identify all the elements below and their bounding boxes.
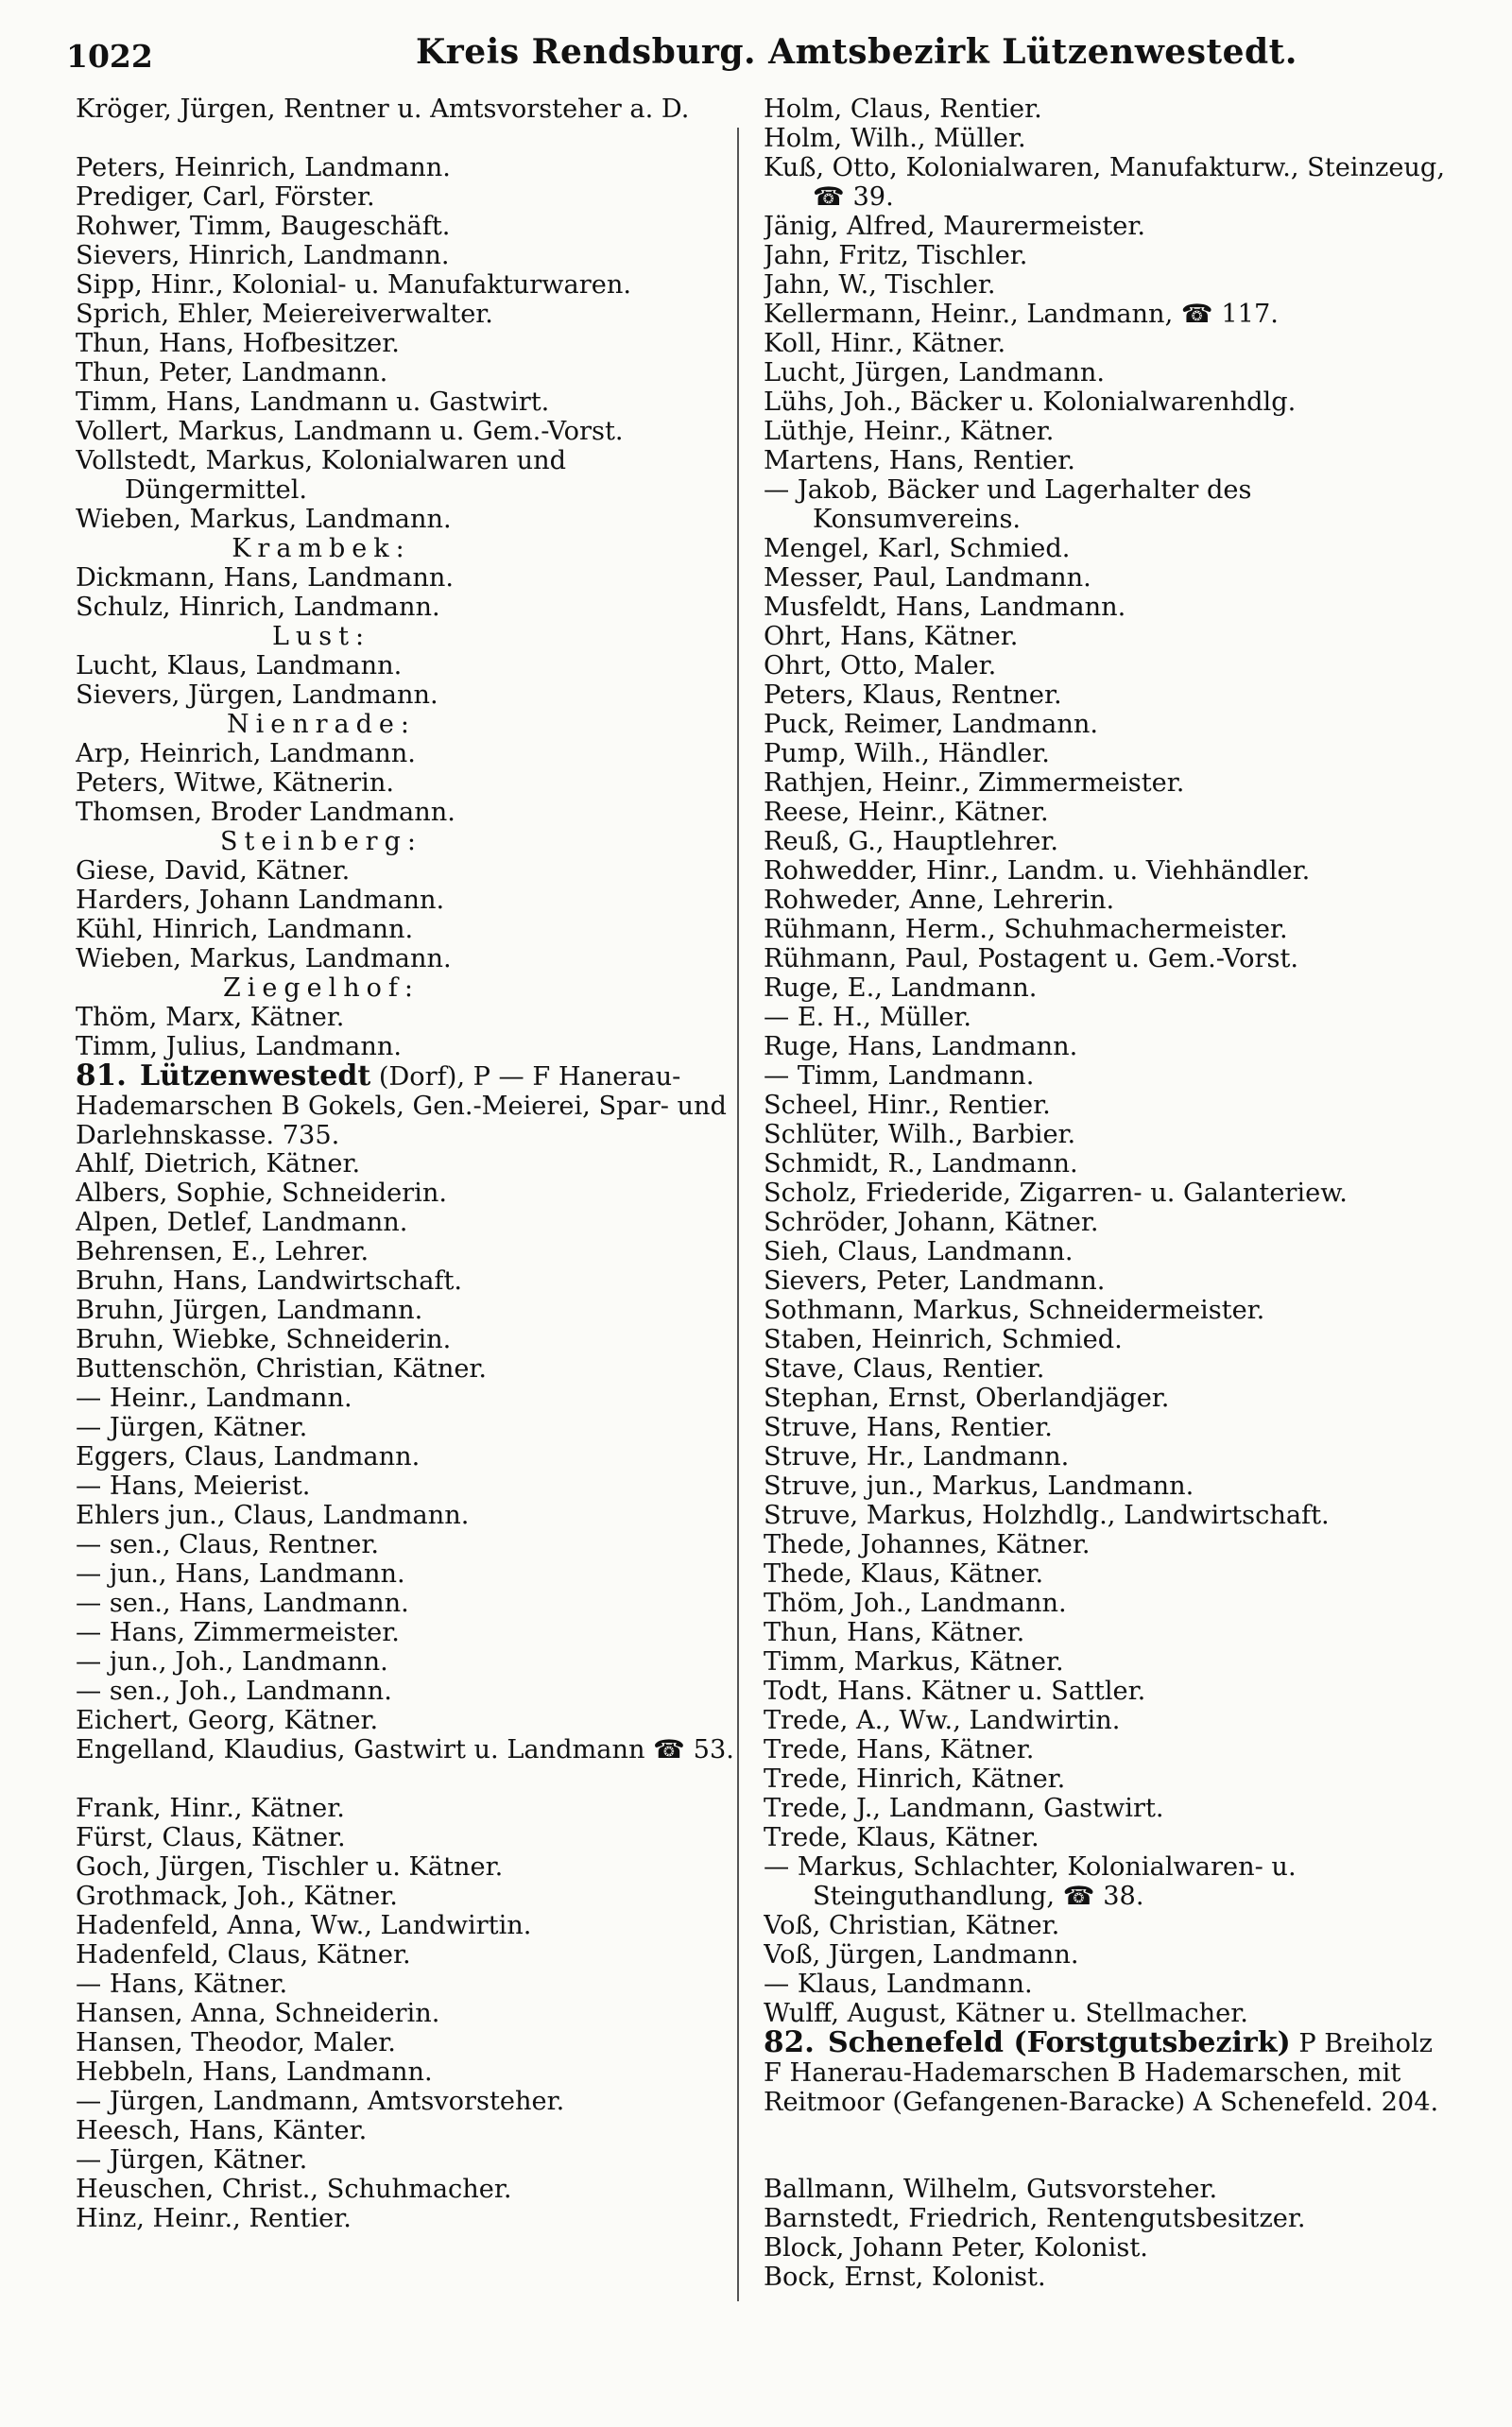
resident-entry: Schulz, Hinrich, Landmann.: [76, 593, 440, 622]
resident-entry: Mengel, Karl, Schmied.: [764, 534, 1071, 563]
resident-entry: — Jürgen, Landmann, Amtsvorsteher.: [76, 2087, 565, 2116]
resident-entry: Albers, Sophie, Schneiderin.: [76, 1179, 448, 1208]
resident-entry: Ehlers jun., Claus, Landmann.: [76, 1501, 470, 1530]
resident-entry: Bruhn, Jürgen, Landmann.: [76, 1296, 423, 1325]
resident-entry: Rohweder, Anne, Lehrerin.: [764, 886, 1115, 915]
resident-entry: Hebbeln, Hans, Landmann.: [76, 2057, 433, 2087]
resident-entry: Voß, Jürgen, Landmann.: [764, 1940, 1079, 1970]
resident-entry: Jänig, Alfred, Maurermeister.: [764, 212, 1145, 241]
resident-entry: Holm, Wilh., Müller.: [764, 124, 1026, 153]
resident-entry: Giese, David, Kätner.: [76, 856, 351, 886]
resident-entry: Musfeldt, Hans, Landmann.: [764, 593, 1126, 622]
resident-entry: Kellermann, Heinr., Landmann, ☎ 117.: [764, 300, 1279, 329]
resident-entry: Heuschen, Christ., Schuhmacher.: [76, 2175, 512, 2204]
resident-entry: Koll, Hinr., Kätner.: [764, 329, 1006, 358]
resident-entry: Ohrt, Hans, Kätner.: [764, 622, 1019, 651]
municipality-name: Lützenwestedt: [139, 1059, 371, 1093]
resident-entry: — Jakob, Bäcker und Lagerhalter des Konsumvereins.: [764, 475, 1252, 534]
resident-entry: Vollert, Markus, Landmann u. Gem.-Vorst.: [76, 417, 624, 446]
resident-entry: Hadenfeld, Anna, Ww., Landwirtin.: [76, 1911, 532, 1940]
resident-entry: Rathjen, Heinr., Zimmermeister.: [764, 768, 1185, 798]
resident-entry: — Klaus, Landmann.: [764, 1970, 1033, 1999]
resident-entry: Stephan, Ernst, Oberlandjäger.: [764, 1384, 1170, 1413]
resident-entry: Peters, Witwe, Kätnerin.: [76, 768, 395, 798]
resident-entry: Buttenschön, Christian, Kätner.: [76, 1354, 488, 1384]
resident-entry: Jahn, W., Tischler.: [764, 270, 996, 300]
resident-entry: Arp, Heinrich, Landmann.: [76, 739, 416, 768]
resident-entry: Block, Johann Peter, Kolonist.: [764, 2233, 1148, 2263]
resident-entry: Fürst, Claus, Kätner.: [76, 1823, 346, 1852]
resident-entry: Timm, Julius, Landmann.: [76, 1032, 403, 1061]
resident-entry: Goch, Jürgen, Tischler u. Kätner.: [76, 1852, 504, 1882]
resident-entry: Schlüter, Wilh., Barbier.: [764, 1120, 1076, 1149]
resident-entry: Bruhn, Wiebke, Schneiderin.: [76, 1325, 452, 1354]
page-header: [66, 26, 1455, 83]
resident-entry: Bruhn, Hans, Landwirtschaft.: [76, 1266, 463, 1296]
resident-entry: Lucht, Jürgen, Landmann.: [764, 358, 1106, 387]
resident-entry: Prediger, Carl, Förster.: [76, 182, 375, 212]
resident-entry: Thun, Hans, Kätner.: [764, 1618, 1025, 1647]
municipality-heading: [76, 1061, 737, 1149]
resident-entry: Wulff, August, Kätner u. Stellmacher.: [764, 1999, 1248, 2028]
resident-entry: — Jürgen, Kätner.: [76, 1413, 308, 1442]
resident-entry: — jun., Hans, Landmann.: [76, 1559, 405, 1589]
resident-entry: Timm, Hans, Landmann u. Gastwirt.: [76, 387, 550, 417]
resident-entry: Rühmann, Paul, Postagent u. Gem.-Vorst.: [764, 944, 1299, 973]
resident-entry: Sipp, Hinr., Kolonial- u. Manufakturwaren.: [76, 270, 631, 300]
resident-entry: Struve, Markus, Holzhdlg., Landwirtschaft.: [764, 1501, 1330, 1530]
resident-entry: Ballmann, Wilhelm, Gutsvorsteher.: [764, 2175, 1218, 2204]
locality-subheading: Ziegelhof:: [222, 973, 420, 1003]
municipality-details: (Dorf), P — F Hanerau-Hademarschen B Gokels, Gen.-Meierei, Spar- und Darlehnskasse. 735.: [76, 1062, 727, 1150]
resident-entry: — Timm, Landmann.: [764, 1061, 1035, 1091]
resident-entry: Peters, Klaus, Rentner.: [764, 680, 1062, 710]
resident-entry: Harders, Johann Landmann.: [76, 886, 445, 915]
resident-entry: Thun, Hans, Hofbesitzer.: [76, 329, 400, 358]
resident-entry: Pump, Wilh., Händler.: [764, 739, 1050, 768]
resident-entry: Grothmack, Joh., Kätner.: [76, 1882, 398, 1911]
municipality-number: 82.: [764, 2025, 815, 2059]
resident-entry: Scheel, Hinr., Rentier.: [764, 1091, 1051, 1120]
resident-entry: — Hans, Meierist.: [76, 1472, 311, 1501]
resident-entry: Wieben, Markus, Landmann.: [76, 505, 452, 534]
resident-entry: Jahn, Fritz, Tischler.: [764, 241, 1028, 270]
resident-entry: Trede, Hinrich, Kätner.: [764, 1764, 1066, 1794]
left-column: [76, 95, 737, 2233]
resident-entry: Trede, A., Ww., Landwirtin.: [764, 1706, 1121, 1735]
resident-entry: — Heinr., Landmann.: [76, 1384, 352, 1413]
page-title: Kreis Rendsburg. Amtsbezirk Lützenwestedt.: [416, 32, 1297, 72]
resident-entry: Thomsen, Broder Landmann.: [76, 798, 455, 827]
municipality-number: 81.: [76, 1059, 127, 1093]
resident-entry: Schmidt, R., Landmann.: [764, 1149, 1078, 1179]
page-number: 1022: [66, 38, 153, 75]
resident-entry: Lucht, Klaus, Landmann.: [76, 651, 403, 680]
resident-entry: Ohrt, Otto, Maler.: [764, 651, 997, 680]
resident-entry: Vollstedt, Markus, Kolonialwaren und Düngermittel.: [76, 446, 567, 505]
resident-entry: Struve, Hans, Rentier.: [764, 1413, 1053, 1442]
resident-entry: — sen., Claus, Rentner.: [76, 1530, 380, 1559]
resident-entry: Reuß, G., Hauptlehrer.: [764, 827, 1058, 856]
resident-entry: Eggers, Claus, Landmann.: [76, 1442, 421, 1472]
resident-entry: Behrensen, E., Lehrer.: [76, 1237, 369, 1266]
resident-entry: — Markus, Schlachter, Kolonialwaren- u. Steinguthandlung, ☎ 38.: [764, 1852, 1297, 1911]
resident-entry: — sen., Joh., Landmann.: [76, 1677, 392, 1706]
resident-entry: Lüthje, Heinr., Kätner.: [764, 417, 1055, 446]
resident-entry: Ruge, Hans, Landmann.: [764, 1032, 1078, 1061]
municipality-details: P Breiholz F Hanerau-Hademarschen B Hademarschen, mit Reitmoor (Gefangenen-Baracke) A Schenefeld. 204.: [764, 2029, 1439, 2117]
municipality-heading: [764, 2025, 1453, 2175]
resident-entry: — E. H., Müller.: [764, 1003, 972, 1032]
resident-entry: — jun., Joh., Landmann.: [76, 1647, 388, 1677]
resident-entry: Struve, jun., Markus, Landmann.: [764, 1472, 1194, 1501]
resident-entry: Holm, Claus, Rentier.: [764, 95, 1042, 124]
resident-entry: Schröder, Johann, Kätner.: [764, 1208, 1099, 1237]
resident-entry: Frank, Hinr., Kätner.: [76, 1794, 345, 1823]
resident-entry: Rohwedder, Hinr., Landm. u. Viehhändler.: [764, 856, 1311, 886]
locality-subheading: Krambek:: [232, 534, 411, 563]
resident-entry: Todt, Hans. Kätner u. Sattler.: [764, 1677, 1146, 1706]
resident-entry: Thede, Johannes, Kätner.: [764, 1530, 1091, 1559]
resident-entry: Hansen, Anna, Schneiderin.: [76, 1999, 440, 2028]
resident-entry: Sprich, Ehler, Meiereiverwalter.: [76, 300, 493, 329]
resident-entry: Voß, Christian, Kätner.: [764, 1911, 1060, 1940]
resident-entry: — sen., Hans, Landmann.: [76, 1589, 409, 1618]
resident-entry: Sievers, Peter, Landmann.: [764, 1266, 1106, 1296]
resident-entry: Engelland, Klaudius, Gastwirt u. Landmann ☎ 53.: [76, 1735, 734, 1764]
resident-entry: Trede, J., Landmann, Gastwirt.: [764, 1794, 1164, 1823]
resident-entry: Ahlf, Dietrich, Kätner.: [76, 1149, 361, 1179]
resident-entry: Trede, Hans, Kätner.: [764, 1735, 1035, 1764]
column-divider: [737, 128, 739, 2301]
locality-subheading: Nienrade:: [227, 710, 416, 739]
resident-entry: — Hans, Zimmermeister.: [76, 1618, 400, 1647]
resident-entry: Sievers, Jürgen, Landmann.: [76, 680, 438, 710]
resident-entry: Thede, Klaus, Kätner.: [764, 1559, 1044, 1589]
resident-entry: — Jürgen, Kätner.: [76, 2145, 308, 2175]
resident-entry: Stave, Claus, Rentier.: [764, 1354, 1045, 1384]
resident-entry: Reese, Heinr., Kätner.: [764, 798, 1049, 827]
locality-subheading: Lust:: [271, 622, 371, 651]
resident-entry: Thun, Peter, Landmann.: [76, 358, 388, 387]
resident-entry: Puck, Reimer, Landmann.: [764, 710, 1099, 739]
resident-entry: Staben, Heinrich, Schmied.: [764, 1325, 1123, 1354]
resident-entry: Sothmann, Markus, Schneidermeister.: [764, 1296, 1265, 1325]
resident-entry: Dickmann, Hans, Landmann.: [76, 563, 454, 593]
resident-entry: Messer, Paul, Landmann.: [764, 563, 1091, 593]
resident-entry: — Hans, Kätner.: [76, 1970, 288, 1999]
resident-entry: Struve, Hr., Landmann.: [764, 1442, 1070, 1472]
resident-entry: Heesch, Hans, Känter.: [76, 2116, 368, 2145]
resident-entry: Hansen, Theodor, Maler.: [76, 2028, 396, 2057]
resident-entry: Rohwer, Timm, Baugeschäft.: [76, 212, 451, 241]
resident-entry: Sieh, Claus, Landmann.: [764, 1237, 1074, 1266]
resident-entry: Ruge, E., Landmann.: [764, 973, 1038, 1003]
resident-entry: Thöm, Joh., Landmann.: [764, 1589, 1067, 1618]
locality-subheading: Steinberg:: [220, 827, 422, 856]
resident-entry: Kühl, Hinrich, Landmann.: [76, 915, 414, 944]
resident-entry: Eichert, Georg, Kätner.: [76, 1706, 379, 1735]
resident-entry: Kröger, Jürgen, Rentner u. Amtsvorsteher a. D.: [76, 95, 690, 124]
resident-entry: Hinz, Heinr., Rentier.: [76, 2204, 352, 2233]
municipality-name: Schenefeld (Forstgutsbezirk): [827, 2026, 1291, 2059]
resident-entry: Kuß, Otto, Kolonialwaren, Manufakturw., Steinzeug, ☎ 39.: [764, 153, 1445, 212]
right-column: [764, 95, 1453, 2292]
resident-entry: Bock, Ernst, Kolonist.: [764, 2263, 1046, 2292]
resident-entry: Martens, Hans, Rentier.: [764, 446, 1075, 475]
resident-entry: Barnstedt, Friedrich, Rentengutsbesitzer.: [764, 2204, 1306, 2233]
resident-entry: Alpen, Detlef, Landmann.: [76, 1208, 408, 1237]
resident-entry: Scholz, Friederide, Zigarren- u. Galanteriew.: [764, 1179, 1348, 1208]
resident-entry: Wieben, Markus, Landmann.: [76, 944, 452, 973]
resident-entry: Hadenfeld, Claus, Kätner.: [76, 1940, 411, 1970]
resident-entry: Thöm, Marx, Kätner.: [76, 1003, 345, 1032]
resident-entry: Rühmann, Herm., Schuhmachermeister.: [764, 915, 1288, 944]
resident-entry: Timm, Markus, Kätner.: [764, 1647, 1064, 1677]
resident-entry: Trede, Klaus, Kätner.: [764, 1823, 1040, 1852]
resident-entry: Lühs, Joh., Bäcker u. Kolonialwarenhdlg.: [764, 387, 1297, 417]
resident-entry: Sievers, Hinrich, Landmann.: [76, 241, 450, 270]
resident-entry: Peters, Heinrich, Landmann.: [76, 153, 451, 182]
